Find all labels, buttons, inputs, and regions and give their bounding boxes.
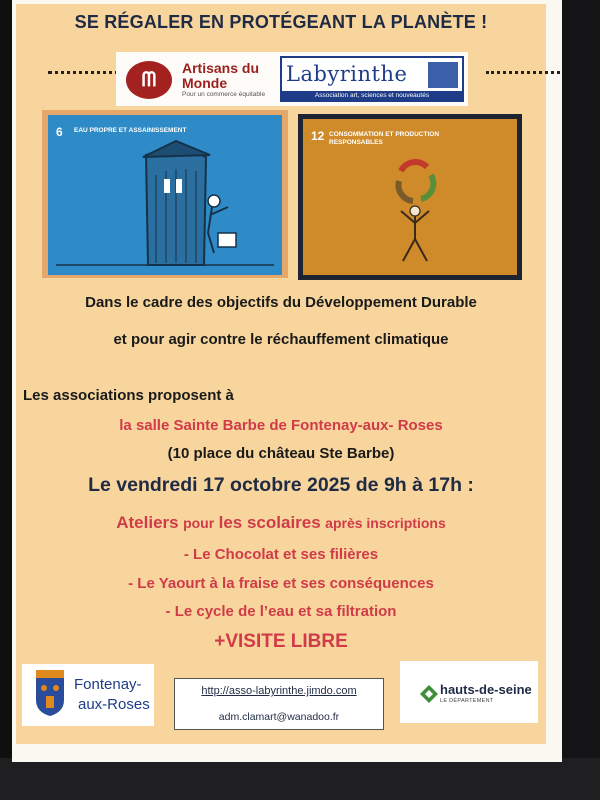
hauts-de-seine-logo — [400, 661, 538, 723]
website-link[interactable]: http://asso-labyrinthe.jimdo.com — [201, 685, 357, 697]
email-address[interactable]: adm.clamart@wanadoo.fr — [218, 711, 340, 723]
dark-background-bottom — [0, 758, 600, 800]
sdg12-title: CONSOMMATION ET PRODUCTION RESPONSABLES — [329, 131, 440, 146]
fontenay-aux-roses-logo — [22, 664, 154, 726]
sdg6-panel — [48, 115, 282, 275]
city-name-line-2: aux-Roses — [78, 696, 150, 713]
associations-text: Les associations proposent à — [23, 387, 234, 404]
event-date: Le vendredi 17 octobre 2025 de 9h à 17h : — [88, 474, 474, 496]
contact-box — [174, 678, 384, 730]
dotted-divider-left — [48, 71, 126, 74]
workshops-word-pour: pour — [183, 515, 215, 531]
recycling-figure-illustration-icon — [303, 119, 517, 275]
intro-line-1: Dans le cadre des objectifs du Développement Durable — [85, 294, 477, 311]
labyrinthe-picture-icon — [428, 62, 458, 88]
free-visit-text: +VISITE LIBRE — [214, 631, 348, 652]
city-name-line-1: Fontenay- — [74, 676, 142, 693]
labyrinthe-tagline: Association art, sciences et nouveautés — [282, 91, 462, 100]
venue-name: la salle Sainte Barbe de Fontenay-aux- Roses — [119, 417, 443, 434]
partner-logos — [116, 52, 468, 106]
sdg6-title: EAU PROPRE ET ASSAINISSEMENT — [74, 127, 187, 134]
labyrinthe-logo — [280, 56, 464, 102]
artisans-du-monde-tagline: Pour un commerce équitable — [182, 91, 266, 98]
dark-background-left — [0, 0, 12, 800]
sdg6-image — [42, 110, 288, 278]
artisans-du-monde-logo — [126, 57, 276, 101]
workshop-item: - Le Chocolat et ses filières — [183, 546, 379, 563]
sdg6-number: 6 — [56, 125, 63, 139]
workshop-item: - Le Yaourt à la fraise et ses conséquences — [128, 575, 434, 592]
sdg12-number: 12 — [311, 129, 325, 143]
artisans-du-monde-emblem-icon: ᗰ — [126, 61, 172, 99]
coat-of-arms-icon — [34, 670, 66, 716]
workshops-word-ateliers: Ateliers — [116, 513, 179, 532]
department-name: hauts-de-seine — [440, 682, 532, 697]
workshop-item: - Le cycle de l’eau et sa filtration — [165, 603, 397, 620]
artisans-du-monde-name: Artisans du Monde — [182, 60, 260, 91]
department-subtitle: LE DÉPARTEMENT — [440, 698, 494, 704]
workshops-word-scolaires: les scolaires — [218, 513, 321, 532]
sdg12-image — [298, 114, 522, 280]
workshops-heading — [16, 513, 546, 533]
hauts-de-seine-diamond-icon — [420, 685, 438, 703]
workshops-word-inscriptions: après inscriptions — [325, 515, 446, 531]
poster — [16, 4, 546, 744]
dotted-divider-right — [486, 71, 560, 74]
venue-address: (10 place du château Ste Barbe) — [167, 445, 395, 462]
sdg12-panel — [303, 119, 517, 275]
intro-line-2: et pour agir contre le réchauffement climatique — [113, 331, 449, 348]
labyrinthe-name: Labyrinthe — [286, 62, 408, 86]
dark-background-right — [562, 0, 600, 800]
poster-headline: SE RÉGALER EN PROTÉGEANT LA PLANÈTE ! — [74, 12, 488, 32]
outhouse-illustration-icon — [48, 115, 282, 275]
